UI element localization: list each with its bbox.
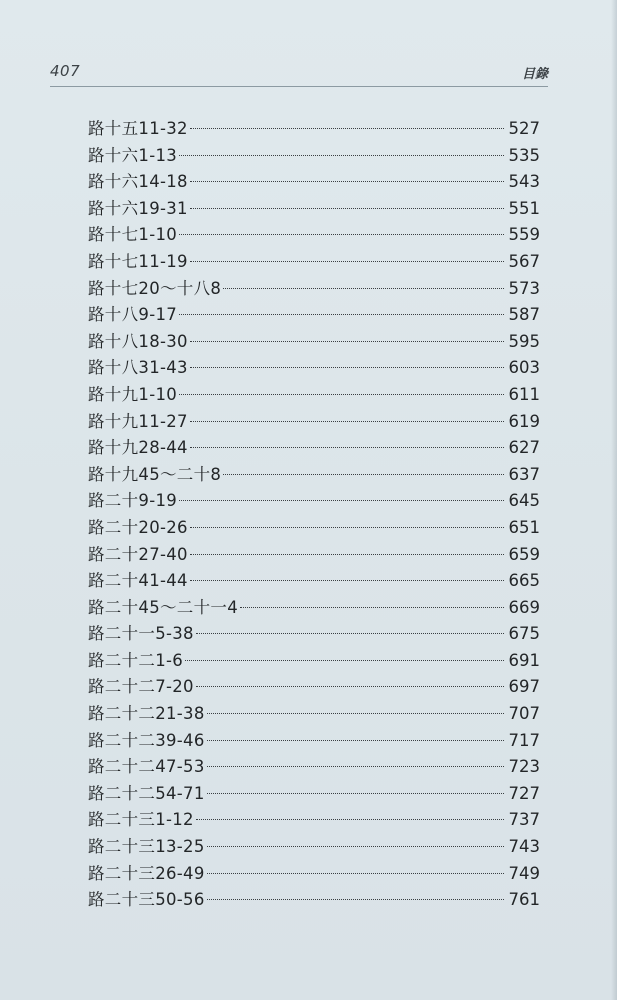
toc-entry-label: 路十六14-18 (88, 172, 188, 192)
toc-entry-page-number: 691 (508, 650, 540, 670)
toc-entry-page-number: 669 (508, 597, 540, 617)
toc-entry-label: 路十六1-13 (88, 145, 178, 165)
toc-entry-page-number: 675 (508, 624, 540, 644)
toc-dot-leader (196, 686, 504, 687)
toc-entry-page-number: 645 (508, 491, 540, 511)
toc-entry (88, 701, 540, 728)
toc-entry-page-number: 761 (508, 890, 540, 910)
toc-entry-page-number: 619 (508, 411, 540, 431)
toc-entry-page-number: 637 (508, 464, 540, 484)
toc-entry-label: 路十九28-44 (88, 438, 188, 458)
toc-entry (88, 116, 540, 143)
toc-entry (88, 143, 540, 170)
table-of-contents (88, 116, 540, 914)
toc-dot-leader (179, 314, 504, 315)
toc-entry-page-number: 587 (508, 305, 540, 325)
header-section-title: 目錄 (521, 67, 548, 82)
toc-dot-leader (185, 660, 504, 661)
toc-entry (88, 754, 540, 781)
toc-entry-page-number: 651 (508, 517, 540, 537)
toc-entry-label: 路二十20-26 (88, 517, 188, 537)
toc-entry (88, 674, 540, 701)
toc-dot-leader (207, 740, 504, 741)
toc-entry-page-number: 573 (508, 278, 540, 298)
toc-entry-page-number: 659 (508, 544, 540, 564)
toc-entry (88, 621, 540, 648)
toc-entry (88, 355, 540, 382)
toc-entry (88, 568, 540, 595)
toc-entry (88, 728, 540, 755)
toc-entry-label: 路二十9-19 (88, 491, 178, 511)
toc-entry-label: 路十九11-27 (88, 411, 188, 431)
toc-entry (88, 542, 540, 569)
toc-dot-leader (223, 474, 504, 475)
toc-entry-page-number: 603 (508, 358, 540, 378)
toc-entry (88, 409, 540, 436)
toc-entry-label: 路二十二1-6 (88, 650, 184, 670)
toc-dot-leader (207, 766, 504, 767)
toc-entry-label: 路二十二54-71 (88, 783, 205, 803)
toc-entry-label: 路二十27-40 (88, 544, 188, 564)
toc-dot-leader (190, 341, 504, 342)
toc-entry-label: 路二十三13-25 (88, 837, 205, 857)
toc-entry-page-number: 567 (508, 251, 540, 271)
toc-entry-label: 路二十三50-56 (88, 890, 205, 910)
toc-entry-label: 路十八18-30 (88, 331, 188, 351)
toc-entry-page-number: 707 (508, 704, 540, 724)
toc-dot-leader (240, 607, 504, 608)
toc-dot-leader (179, 234, 504, 235)
toc-dot-leader (207, 873, 504, 874)
toc-entry (88, 648, 540, 675)
toc-entry (88, 382, 540, 409)
toc-entry (88, 887, 540, 914)
header-page-number: 407 (50, 62, 81, 80)
toc-entry-label: 路十五11-32 (88, 119, 188, 138)
toc-entry (88, 781, 540, 808)
toc-entry-page-number: 723 (508, 757, 540, 777)
toc-dot-leader (190, 580, 504, 581)
toc-entry-label: 路十六19-31 (88, 198, 188, 218)
toc-dot-leader (190, 421, 504, 422)
toc-dot-leader (190, 208, 504, 209)
toc-entry-label: 路二十二21-38 (88, 704, 205, 724)
header-divider (50, 86, 548, 87)
toc-dot-leader (196, 633, 504, 634)
toc-entry-label: 路十九45～二十8 (88, 464, 222, 484)
toc-entry (88, 435, 540, 462)
toc-entry (88, 807, 540, 834)
toc-entry-page-number: 627 (508, 438, 540, 458)
toc-dot-leader (190, 554, 504, 555)
toc-entry-label: 路十九1-10 (88, 384, 178, 404)
toc-entry-label: 路二十三1-12 (88, 810, 194, 830)
toc-entry-page-number: 697 (508, 677, 540, 697)
toc-entry (88, 329, 540, 356)
toc-dot-leader (207, 899, 504, 900)
toc-entry-page-number: 611 (508, 384, 540, 404)
toc-entry-page-number: 535 (508, 145, 540, 165)
toc-dot-leader (190, 261, 504, 262)
toc-dot-leader (190, 527, 504, 528)
toc-entry-label: 路二十三26-49 (88, 863, 205, 883)
toc-entry (88, 276, 540, 303)
toc-dot-leader (179, 500, 504, 501)
toc-entry-page-number: 727 (508, 783, 540, 803)
toc-entry (88, 249, 540, 276)
toc-entry (88, 488, 540, 515)
toc-entry (88, 462, 540, 489)
toc-dot-leader (190, 447, 504, 448)
toc-entry (88, 595, 540, 622)
toc-entry-label: 路二十41-44 (88, 571, 188, 591)
toc-entry-label: 路二十45～二十一4 (88, 597, 238, 617)
toc-dot-leader (207, 713, 504, 714)
toc-dot-leader (207, 846, 504, 847)
running-header (50, 62, 548, 84)
toc-entry-label: 路十八31-43 (88, 358, 188, 378)
toc-entry (88, 222, 540, 249)
toc-entry-label: 路二十二7-20 (88, 677, 194, 697)
toc-entry-label: 路十七1-10 (88, 225, 178, 245)
toc-entry (88, 169, 540, 196)
toc-entry-label: 路二十一5-38 (88, 624, 194, 644)
toc-entry-page-number: 543 (508, 172, 540, 192)
toc-entry-label: 路二十二39-46 (88, 730, 205, 750)
page-edge-shadow (611, 0, 617, 1000)
toc-dot-leader (179, 394, 504, 395)
toc-entry-page-number: 527 (508, 119, 540, 138)
toc-entry-label: 路十七20～十八8 (88, 278, 222, 298)
toc-entry-label: 路二十二47-53 (88, 757, 205, 777)
toc-entry (88, 861, 540, 888)
toc-dot-leader (190, 367, 504, 368)
toc-dot-leader (223, 288, 504, 289)
toc-dot-leader (196, 819, 504, 820)
toc-entry-page-number: 595 (508, 331, 540, 351)
toc-entry-page-number: 551 (508, 198, 540, 218)
toc-entry-page-number: 737 (508, 810, 540, 830)
toc-entry-label: 路十七11-19 (88, 251, 188, 271)
toc-dot-leader (190, 181, 504, 182)
toc-entry-page-number: 559 (508, 225, 540, 245)
toc-entry-page-number: 717 (508, 730, 540, 750)
toc-entry (88, 302, 540, 329)
toc-entry-page-number: 665 (508, 571, 540, 591)
toc-entry-page-number: 743 (508, 837, 540, 857)
toc-dot-leader (179, 155, 504, 156)
toc-entry-label: 路十八9-17 (88, 305, 178, 325)
toc-entry (88, 196, 540, 223)
toc-entry-page-number: 749 (508, 863, 540, 883)
toc-entry (88, 515, 540, 542)
toc-dot-leader (190, 128, 504, 129)
toc-dot-leader (207, 793, 504, 794)
toc-entry (88, 834, 540, 861)
